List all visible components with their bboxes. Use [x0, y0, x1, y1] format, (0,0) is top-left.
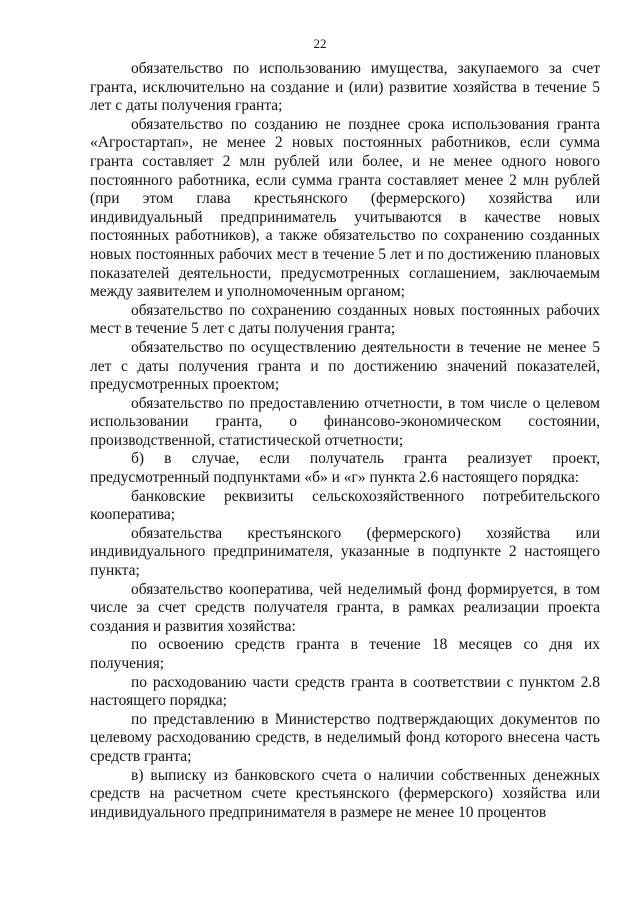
paragraph-item-b: б) в случае, если получатель гранта реализует проект, предусмотренный подпунктами «б» и «г» пункта 2.6 настоящего порядка:	[90, 450, 600, 487]
paragraph-keep-jobs-obligation: обязательство по сохранению созданных новых постоянных рабочих мест в течение 5 лет с даты получения гранта;	[90, 301, 600, 338]
paragraph-new-jobs-obligation: обязательство по созданию не позднее срока использования гранта «Агростартап», не менее 2 новых постоянных работников, если сумма гранта составляет 2 млн рублей или более, и не менее одного нового постоянного работника, если сумма гранта составляет менее 2 млн рублей (при этом глава крестьянского (фермерского) хозяйства или индивидуальный предприниматель учитываются в качестве новых постоянных работников), а также обязательство по сохранению созданных новых постоянных рабочих мест в течение 5 лет и по достижению плановых показателей деятельности, предусмотренных соглашением, заключаемым между заявителем и уполномоченным органом;	[90, 115, 600, 301]
paragraph-grant-spending: по расходованию части средств гранта в соответствии с пунктом 2.8 настоящего порядка;	[90, 673, 600, 710]
paragraph-activity-obligation: обязательство по осуществлению деятельности в течение не менее 5 лет с даты получения гранта и по достижению значений показателей, предусмотренных проектом;	[90, 338, 600, 394]
paragraph-bank-details: банковские реквизиты сельскохозяйственного потребительского кооператива;	[90, 487, 600, 524]
paragraph-reporting-obligation: обязательство по предоставлению отчетности, в том числе о целевом использовании гранта, о финансово-экономическом состоянии, производственной, статистической отчетности;	[90, 394, 600, 449]
page-number: 22	[313, 36, 327, 51]
paragraph-cooperative-obligation: обязательство кооператива, чей неделимый фонд формируется, в том числе за счет средств получателя гранта, в рамках реализации проекта создания и развития хозяйства:	[90, 580, 600, 635]
document-body	[90, 60, 600, 822]
paragraph-grant-development: по освоению средств гранта в течение 18 месяцев со дня их получения;	[90, 636, 600, 672]
paragraph-documents-submission: по представлению в Министерство подтверждающих документов по целевому расходованию средств, в неделимый фонд которого внесена часть средств гранта;	[90, 710, 600, 765]
paragraph-item-v: в) выписку из банковского счета о наличии собственных денежных средств на расчетном счете крестьянского (фермерского) хозяйства или индивидуального предпринимателя в размере не менее 10 процентов	[90, 766, 600, 821]
paragraph-farm-obligations: обязательства крестьянского (фермерского) хозяйства или индивидуального предпринимателя, указанные в подпункте 2 настоящего пункта;	[90, 524, 600, 580]
paragraph-property-use-obligation: обязательство по использованию имущества, закупаемого за счет гранта, исключительно на создание и (или) развитие хозяйства в течение 5 лет с даты получения гранта;	[90, 60, 600, 115]
